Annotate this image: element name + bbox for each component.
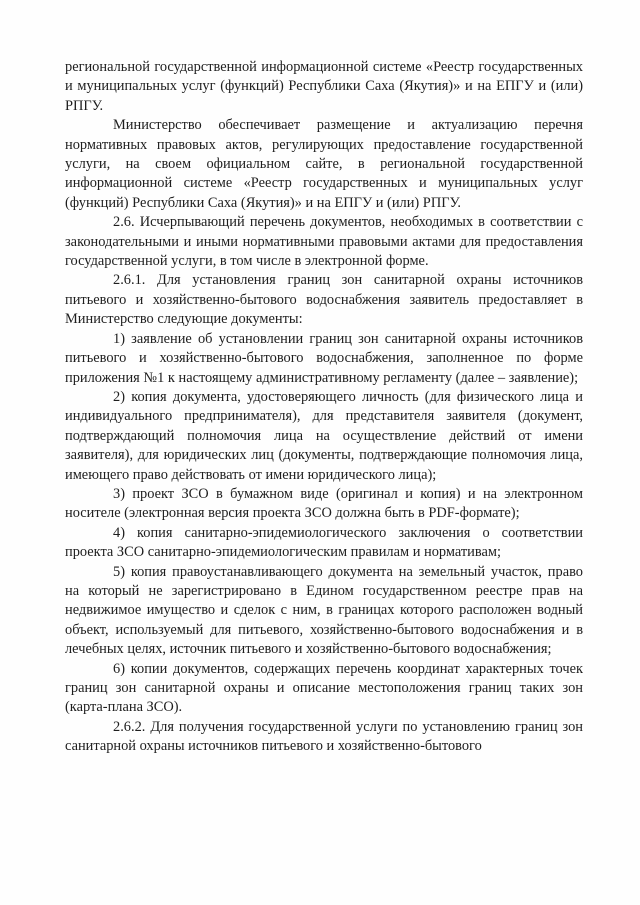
paragraph-2-6-2: 2.6.2. Для получения государственной услуги по установлению границ зон санитарной охраны источников питьевого и хозяйственно-бытового — [65, 718, 583, 755]
paragraph-2-6: 2.6. Исчерпывающий перечень документов, необходимых в соответствии с законодательными и иными нормативными правовыми актами для предоставления государственной услуги, в том числе в электронной форме. — [65, 214, 583, 270]
document-body — [65, 58, 583, 757]
paragraph-2-6-1: 2.6.1. Для установления границ зон санитарной охраны источников питьевого и хозяйственно-бытового водоснабжения заявитель предоставляет в Министерство следующие документы: — [65, 272, 583, 328]
list-item-1: 1) заявление об установлении границ зон санитарной охраны источников питьевого и хозяйственно-бытового водоснабжения, заполненное по форме приложения №1 к настоящему административному регламенту (далее – заявление); — [65, 330, 583, 386]
paragraph-ministry-publication: Министерство обеспечивает размещение и актуализацию перечня нормативных правовых актов, регулирующих предоставление государственной услуги, на своем официальном сайте, в региональной государственной информационной системе «Реестр государственных и муниципальных услуг (функций) Республики Саха (Якутия)» и на ЕПГУ и (или) РПГУ. — [65, 117, 583, 211]
list-item-6: 6) копии документов, содержащих перечень координат характерных точек границ зон санитарной охраны и описание местоположения границ таких зон (карта-плана ЗСО). — [65, 660, 583, 716]
paragraph-continuation: региональной государственной информационной системе «Реестр государственных и муниципальных услуг (функций) Республики Саха (Якутия)» и на ЕПГУ и (или) РПГУ. — [65, 59, 583, 114]
list-item-4: 4) копия санитарно-эпидемиологического заключения о соответствии проекта ЗСО санитарно-эпидемиологическим правилам и нормативам; — [65, 524, 583, 561]
list-item-3: 3) проект ЗСО в бумажном виде (оригинал и копия) и на электронном носителе (электронная версия проекта ЗСО должна быть в PDF-формате); — [65, 485, 583, 522]
list-item-2: 2) копия документа, удостоверяющего личность (для физического лица и индивидуального предпринимателя), для представителя заявителя (документ, подтверждающий полномочия лица на осуществление действий от имени заявителя), для юридических лиц (документы, подтверждающие полномочия лица, имеющего право действовать от имени юридического лица); — [65, 388, 583, 483]
list-item-5: 5) копия правоустанавливающего документа на земельный участок, право на который не зарегистрировано в Едином государственном реестре прав на недвижимое имущество и сделок с ним, в границах которого расположен водный объект, используемый для питьевого, хозяйственно-бытового водоснабжения и в лечебных целях, источник питьевого и хозяйственно-бытового водоснабжения; — [65, 563, 583, 658]
